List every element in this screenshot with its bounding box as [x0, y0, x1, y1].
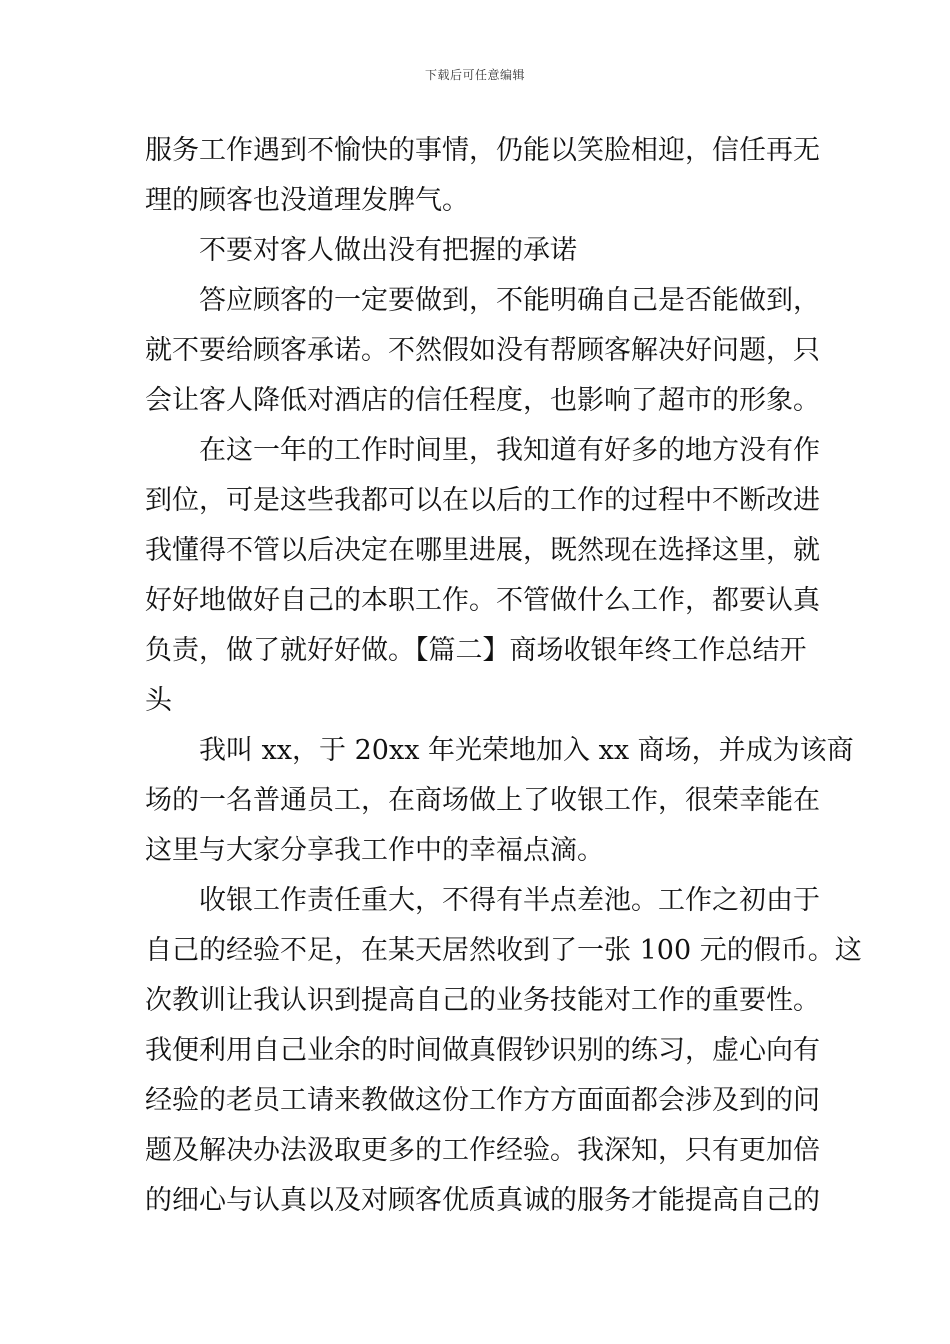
- text-line: 到位，可是这些我都可以在以后的工作的过程中不断改进: [145, 485, 820, 516]
- text-line: 服务工作遇到不愉快的事情，仍能以笑脸相迎，信任再无: [145, 135, 820, 166]
- page-header-note: 下载后可任意编辑: [424, 68, 525, 82]
- text-line: 我懂得不管以后决定在哪里进展，既然现在选择这里，就: [145, 535, 820, 566]
- text-line: 就不要给顾客承诺。不然假如没有帮顾客解决好问题，只: [145, 335, 820, 366]
- text-line: 好好地做好自己的本职工作。不管做什么工作，都要认真: [145, 585, 820, 616]
- text-line: 负责，做了就好好做。【篇二】商场收银年终工作总结开: [145, 635, 807, 666]
- text-line: 场的一名普通员工，在商场做上了收银工作，很荣幸能在: [145, 785, 820, 816]
- text-line: 头: [145, 685, 172, 716]
- text-line: 收银工作责任重大，不得有半点差池。工作之初由于: [199, 885, 820, 916]
- section-heading: 不要对客人做出没有把握的承诺: [199, 235, 577, 266]
- text-line: 会让客人降低对酒店的信任程度，也影响了超市的形象。: [145, 385, 820, 416]
- text-line: 我叫 xx，于 20xx 年光荣地加入 xx 商场，并成为该商: [199, 735, 854, 766]
- text-line: 在这一年的工作时间里，我知道有好多的地方没有作: [199, 435, 820, 466]
- text-line: 的细心与认真以及对顾客优质真诚的服务才能提高自己的: [145, 1185, 820, 1216]
- text-line: 题及解决办法汲取更多的工作经验。我深知，只有更加倍: [145, 1135, 820, 1166]
- document-body: [145, 126, 862, 1226]
- text-line: 我便利用自己业余的时间做真假钞识别的练习，虚心向有: [145, 1035, 820, 1066]
- text-line: 这里与大家分享我工作中的幸福点滴。: [145, 835, 604, 866]
- text-line: 理的顾客也没道理发脾气。: [145, 185, 469, 216]
- text-line: 答应顾客的一定要做到，不能明确自己是否能做到，: [199, 285, 820, 316]
- text-line: 经验的老员工请来教做这份工作方方面面都会涉及到的问: [145, 1085, 820, 1116]
- text-line: 自己的经验不足，在某天居然收到了一张 100 元的假币。这: [145, 935, 862, 966]
- text-line: 次教训让我认识到提高自己的业务技能对工作的重要性。: [145, 985, 820, 1016]
